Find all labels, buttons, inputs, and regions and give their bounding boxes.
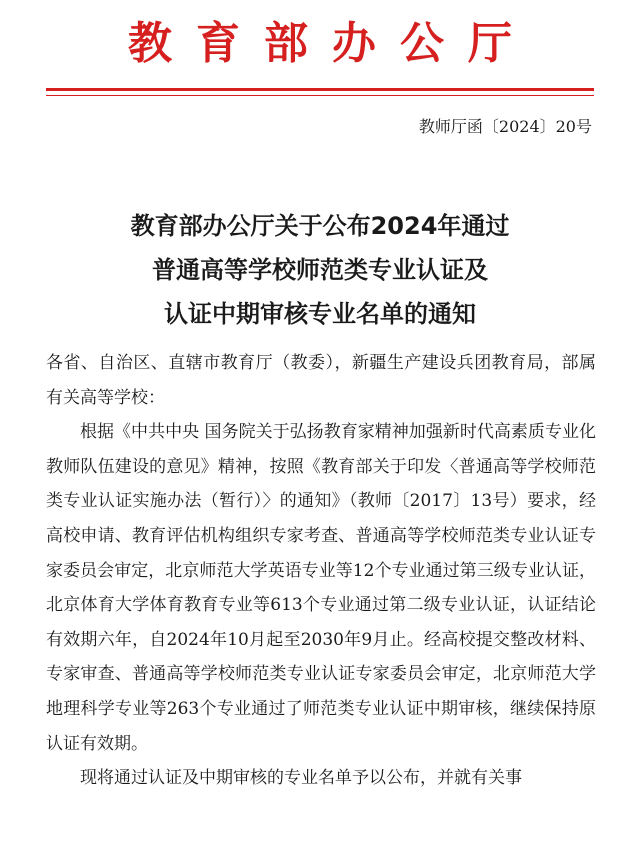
title-line: 教育部办公厅关于公布2024年通过: [130, 212, 510, 240]
masthead-title: 教育部办公厅: [128, 18, 536, 69]
masthead-rule-thin: [46, 95, 594, 96]
document-body: [46, 346, 596, 796]
title-line: 普通高等学校师范类专业认证及: [152, 256, 488, 284]
salutation: 各省、自治区、直辖市教育厅（教委），新疆生产建设兵团教育局，部属有关高等学校：: [46, 353, 596, 408]
title-line: 认证中期审核专业名单的通知: [164, 300, 476, 328]
document-number: 教师厅函〔2024〕20号: [418, 117, 592, 136]
body-paragraph: 根据《中共中央 国务院关于弘扬教育家精神加强新时代高素质专业化教师队伍建设的意见》精神，按照《教育部关于印发〈普通高等学校师范类专业认证实施办法（暂行）〉的通知》（教师〔2017〕13号）要求，经高校申请、教育评估机构组织专家考查、普通高等学校师范类专业认证专家委员会审定，北京师范大学英语专业等12个专业通过第三级专业认证，北京体育大学体育教育专业等613个专业通过第二级专业认证，认证结论有效期六年，自2024年10月起至2030年9月止。经高校提交整改材料、专家审查、普通高等学校师范类专业认证专家委员会审定，北京师范大学地理科学专业等263个专业通过了师范类专业认证中期审核，继续保持原认证有效期。: [46, 422, 596, 754]
document-title: [0, 204, 640, 336]
masthead-rule-thick: [46, 88, 594, 91]
body-paragraph: 现将通过认证及中期审核的专业名单予以公布，并就有关事: [80, 768, 522, 789]
